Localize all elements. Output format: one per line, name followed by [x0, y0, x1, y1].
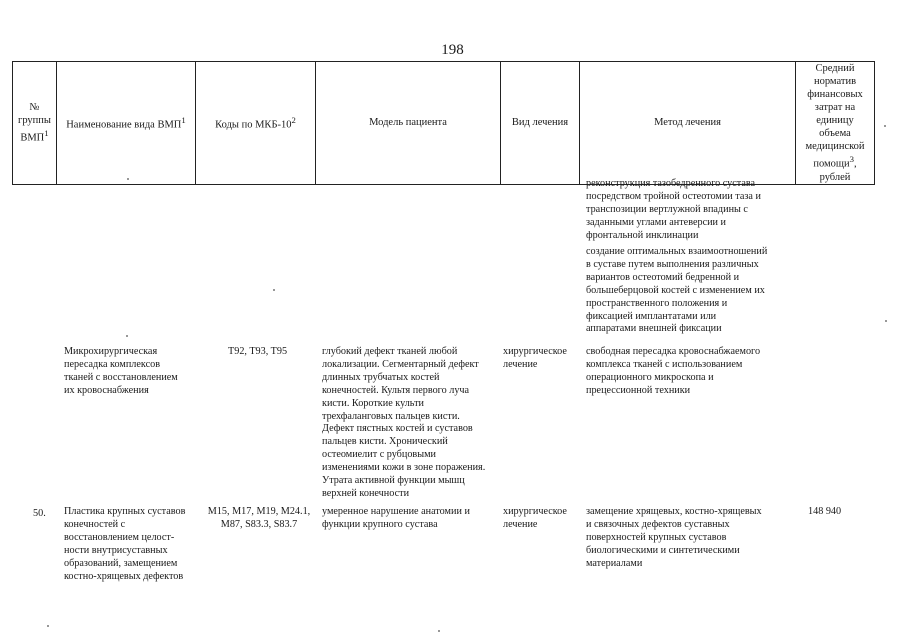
header-group-number: № группы ВМП$^1$: [13, 62, 57, 185]
scan-speck: [884, 125, 886, 127]
patient-model-50: умеренное нарушение анатомии и функции крупного сустава: [322, 506, 470, 530]
treatment-type-50: хирургическое лечение: [503, 506, 567, 530]
page-number: 198: [441, 42, 464, 58]
method-osteotomy: создание оптимальных взаимоотношений в суставе путем выполнения различных вариантов остеотомий бедренной и большеберцовой костей с изменением их пространственного положения и фиксацией имплантатами или аппаратами внешней фиксации: [586, 246, 768, 335]
patient-model-microsurgery: глубокий дефект тканей любой локализации. Сегментарный дефект длинных трубчатых костей конечностей. Культя первого луча кисти. Короткие культи трехфаланговых пальцев кисти. Дефект пястных костей и суставов пальцев кисти. Хронический остеомиелит с рубцовыми изменениями кожи в зоне поражения. Утрата активной функции мышц верхней конечности: [322, 346, 486, 499]
header-treatment-method: Метод лечения: [580, 62, 796, 185]
treatment-type-microsurgery: хирургическое лечение: [503, 346, 567, 370]
method-hip-reconstruction: реконструкция тазобедренного сустава посредством тройной остеотомии таза и транспозиции вертлужной впадины с заданными углами антеверсии и фронтальной инклинации: [586, 178, 761, 241]
header-patient-model: Модель пациента: [316, 62, 501, 185]
header-icd-codes: Коды по МКБ-$10^2$: [196, 62, 316, 185]
scan-speck: [127, 178, 129, 180]
scan-speck: [273, 289, 275, 291]
scan-speck: [47, 625, 49, 627]
table-header: [12, 61, 875, 185]
header-average-cost: Средний норматив финансовых затрат на единицу объема медицинской помощи$^3$, рублей: [796, 62, 875, 185]
scan-speck: [438, 630, 440, 632]
header-vmp-name: Наименование вида ВМП$^1$: [57, 62, 196, 185]
average-cost-50: 148 940: [808, 506, 842, 517]
vmp-name-50: Пластика крупных суставов конечностей с восстановлением целост- ности внутрисуставных образований, замещением костно-хрящевых дефектов: [64, 506, 186, 582]
vmp-name-microsurgery: Микрохирургическая пересадка комплексов тканей с восстановлением их кровоснабжения: [64, 346, 178, 396]
scan-speck: [885, 320, 887, 322]
method-microsurgery: свободная пересадка кровоснабжаемого комплекса тканей с использованием операционного микроскопа и прецессионной техники: [586, 346, 761, 396]
scan-speck: [126, 335, 128, 337]
icd-codes-50: M15, M17, M19, M24.1, M87, S83.3, S83.7: [207, 506, 311, 530]
group-number-50: 50.: [33, 508, 46, 519]
method-50: замещение хрящевых, костно-хрящевых и связочных дефектов суставных поверхностей крупных суставов биологическими и синтетическими материалами: [586, 506, 762, 569]
header-treatment-type: Вид лечения: [501, 62, 580, 185]
icd-codes-microsurgery: T92, T93, T95: [228, 346, 288, 357]
